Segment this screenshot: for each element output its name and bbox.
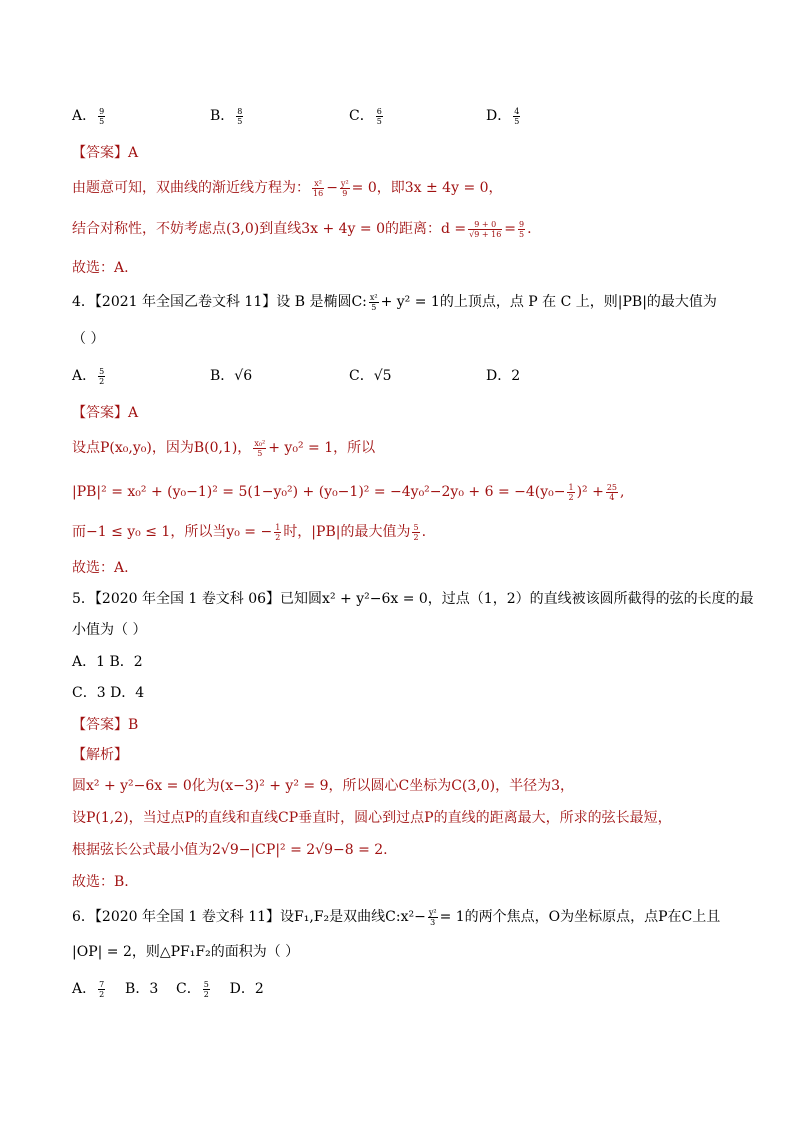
frac-num: 9: [99, 106, 105, 116]
option-label: A．: [72, 368, 97, 384]
frac-num: 5: [203, 979, 209, 989]
frac-den: 2: [203, 989, 209, 999]
text: = 1的两个焦点，O为坐标原点，点P在C上且: [439, 909, 721, 925]
frac-num: x₀²: [254, 438, 266, 448]
q3-answer-tag: 【答案】A: [72, 145, 139, 161]
frac-num: 8: [237, 106, 243, 116]
frac-den: 5: [99, 116, 105, 126]
frac-den: 2: [99, 989, 105, 999]
q5-options-row2: C．3 D．4: [72, 685, 145, 701]
q5-answer-tag: 【答案】B: [72, 717, 139, 733]
frac-num: 9 + 0: [468, 220, 502, 230]
frac-den: 2: [99, 376, 105, 386]
frac-num: 25: [606, 482, 618, 492]
frac-den: 5: [376, 116, 382, 126]
text: = 0，即3x ± 4y = 0，: [351, 180, 503, 196]
text: 6．【2020 年全国 1 卷文科 11】设F₁,F₂是双曲线C:x²−: [72, 909, 426, 925]
frac-num: 7: [99, 979, 105, 989]
frac-den: 5: [237, 116, 243, 126]
frac-num: 5: [99, 366, 105, 376]
q5-analysis-tag: 【解析】: [72, 747, 128, 763]
minus-sign: −: [326, 180, 338, 196]
q5-solution-line1: 圆x² + y²−6x = 0化为(x−3)² + y² = 9，所以圆心C坐标为C(3,0)，半径为3，: [72, 778, 575, 794]
frac-num: y²: [340, 178, 349, 188]
q6-stem-line1: [72, 907, 720, 927]
frac-den: 9: [342, 188, 348, 198]
frac-num: 6: [376, 106, 382, 116]
frac-den: √9 + 16: [469, 229, 502, 239]
equals: =: [504, 221, 517, 237]
text: 4．【2021 年全国乙卷文科 11】设 B 是椭圆C:: [72, 294, 367, 310]
option-b: B．3: [125, 981, 159, 997]
option-label: B．: [210, 108, 235, 124]
q4-option-a: [72, 366, 107, 386]
text: .: [421, 524, 427, 540]
frac-den: 5: [371, 302, 377, 312]
q4-option-b: B．√6: [210, 368, 253, 384]
q5-solution-line3: 根据弦长公式最小值为2√9−|CP|² = 2√9−8 = 2.: [72, 842, 388, 858]
frac-num: y²: [428, 907, 437, 917]
q3-solution-line1: [72, 178, 503, 198]
frac-den: 2: [275, 532, 281, 542]
frac-den: 3: [430, 917, 436, 927]
q3-option-d: [486, 106, 522, 126]
q4-solution-line1: [72, 438, 375, 458]
q6-options: [72, 979, 264, 999]
text: |PB|² = x₀² + (y₀−1)² = 5(1−y₀²) + (y₀−1)² = −4y₀²−2y₀ + 6 = −4(y₀−: [72, 484, 566, 500]
option-label: A．: [72, 981, 97, 997]
option-label: A．: [72, 108, 97, 124]
frac-den: 2: [413, 532, 419, 542]
option-d: D．2: [229, 981, 264, 997]
q3-option-a: [72, 106, 107, 126]
text: )² +: [576, 484, 604, 500]
q4-solution-line3: [72, 522, 426, 542]
q4-option-c: C．√5: [349, 368, 392, 384]
frac-num: 9: [519, 219, 525, 229]
text: 由题意可知，双曲线的渐近线方程为：: [72, 180, 310, 196]
text: 而−1 ≤ y₀ ≤ 1，所以当y₀ = −: [72, 524, 273, 540]
text: + y₀² = 1，所以: [268, 440, 376, 456]
q5-stem-line2: 小值为（ ）: [72, 622, 147, 638]
option-label: D．: [486, 108, 512, 124]
frac-den: 16: [313, 188, 324, 198]
frac-num: x²: [369, 292, 378, 302]
q5-choose: 故选：B.: [72, 874, 129, 890]
frac-num: 1: [275, 522, 281, 532]
q4-choose: 故选：A.: [72, 560, 129, 576]
q4-paren: （ ）: [72, 331, 105, 347]
frac-den: 2: [568, 492, 574, 502]
q4-solution-line2: |PB|² = x₀² + (y₀−1)² = 5(1−y₀²) + (y₀−1)² = −4y₀²−2y₀ + 6 = −4(y₀− $\frac{1}{2}$ )² + $\frac{25}{4}$ ,: [72, 482, 625, 502]
q4-answer-tag: 【答案】A: [72, 405, 139, 421]
q5-stem-line1: 5．【2020 年全国 1 卷文科 06】已知圆x² + y²−6x = 0，过点（1，2）的直线被该圆所截得的弦的长度的最: [72, 591, 754, 607]
q5-solution-line2: 设P(1,2)，当过点P的直线和直线CP垂直时，圆心到过点P的直线的距离最大，所求的弦长最短，: [72, 810, 672, 826]
q3-choose: 故选：A.: [72, 260, 129, 276]
text: 时，|PB|的最大值为: [283, 524, 411, 540]
option-label: C．: [176, 981, 201, 997]
q3-option-c: [349, 106, 385, 126]
text: 设点P(x₀,y₀)，因为B(0,1)，: [72, 440, 252, 456]
frac-num: x²: [312, 179, 324, 189]
text: 结合对称性，不妨考虑点(3,0)到直线3x + 4y = 0的距离：d =: [72, 221, 467, 237]
q3-option-b: [210, 106, 245, 126]
q5-options-row1: A．1 B．2: [72, 654, 143, 670]
q6-stem-line2: |OP| = 2，则△PF₁F₂的面积为（ ）: [72, 944, 300, 960]
text: + y² = 1的上顶点，点 P 在 C 上，则|PB|的最大值为: [380, 294, 717, 310]
option-label: C．: [349, 108, 374, 124]
q4-stem: [72, 292, 717, 312]
frac-den: 5: [514, 116, 520, 126]
q3-solution-line2: 结合对称性，不妨考虑点(3,0)到直线3x + 4y = 0的距离：d = $\frac{9 + 0}{√9 + 16}$ = $\frac{9}{5}$ .: [72, 219, 532, 239]
frac-den: 5: [519, 229, 525, 239]
frac-den: 5: [257, 448, 263, 458]
q4-option-d: D．2: [486, 368, 521, 384]
frac-num: 5: [413, 522, 419, 532]
frac-den: 4: [609, 492, 615, 502]
frac-num: 1: [568, 482, 574, 492]
frac-num: 4: [514, 106, 520, 116]
